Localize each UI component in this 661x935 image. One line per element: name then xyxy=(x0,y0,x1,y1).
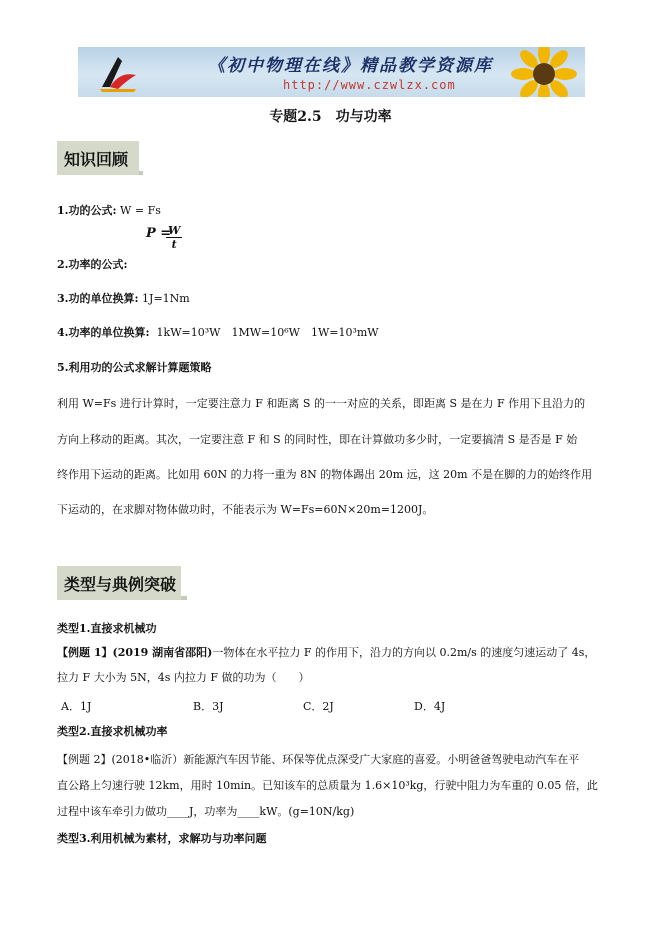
strategy-line: 利用 W=Fs 进行计算时，一定要注意力 F 和距离 S 的一一对应的关系，即距离 S 是在力 F 作用下且沿力的 xyxy=(57,397,586,410)
example-1-line: 【例题 1】(2019 湖南省邵阳)一物体在水平拉力 F 的作用下，沿力的方向以 0.2m/s 的速度匀速运动了 4s， xyxy=(57,646,596,659)
example-2-line: 直公路上匀速行驶 12km，用时 10min。已知该车的总质量为 1.6×10³kg，行驶中阻力为车重的 0.05 倍，此 xyxy=(57,779,598,792)
power-formula-fraction xyxy=(166,224,182,251)
formula-numerator: W xyxy=(168,224,181,237)
example-2-line: 过程中该车牵引力做功____J，功率为____kW。(g=10N/kg) xyxy=(57,805,355,818)
item-power-formula: 2.功率的公式: xyxy=(57,258,128,271)
option-b: B．3J xyxy=(193,700,224,713)
option-c: C．2J xyxy=(303,700,334,713)
document-title: 专题2.5 功与功率 xyxy=(269,109,392,125)
header-banner xyxy=(78,47,585,97)
strategy-line: 下运动的，在求脚对物体做功时，不能表示为 W=Fs=60N×20m=1200J。 xyxy=(57,503,434,516)
banner-url: http://www.czwlzx.com xyxy=(283,78,456,92)
section-title: 类型与典例突破 xyxy=(64,575,177,594)
section-header-review xyxy=(57,141,217,175)
type-2-title: 类型2.直接求机械功率 xyxy=(57,725,168,738)
section-header-types xyxy=(57,566,257,600)
power-formula-lhs: P = xyxy=(146,226,172,241)
item-strategy-title: 5.利用功的公式求解计算题策略 xyxy=(57,361,212,374)
type-3-title: 类型3.利用机械为素材，求解功与功率问题 xyxy=(57,832,267,845)
option-a: A．1J xyxy=(61,700,92,713)
formula-denominator: t xyxy=(171,238,177,251)
item-power-unit: 4.功率的单位换算: 1kW=10³W 1MW=10⁶W 1W=10³mW xyxy=(57,326,379,339)
banner-title: 《初中物理在线》精品教学资源库 xyxy=(208,56,493,76)
section-title: 知识回顾 xyxy=(64,150,129,169)
strategy-line: 方向上移动的距离。其次，一定要注意 F 和 S 的同时性，即在计算做功多少时，一定要搞清 S 是否是 F 始 xyxy=(57,433,578,446)
item-work-unit: 3.功的单位换算: 1J=1Nm xyxy=(57,292,190,305)
option-d: D．4J xyxy=(414,700,446,713)
sunflower-icon xyxy=(509,47,579,97)
type-1-title: 类型1.直接求机械功 xyxy=(57,622,157,635)
site-logo-icon xyxy=(96,51,140,93)
item-work-formula: 1.功的公式: W = Fs xyxy=(57,204,161,217)
strategy-line: 终作用下运动的距离。比如用 60N 的力将一重为 8N 的物体踢出 20m 远，这 20m 不是在脚的力的始终作用 xyxy=(57,468,593,481)
example-2-line: 【例题 2】(2018•临沂）新能源汽车因节能、环保等优点深受广大家庭的喜爱。小明爸爸驾驶电动汽车在平 xyxy=(57,753,580,766)
example-1-line: 拉力 F 大小为 5N，4s 内拉力 F 做的功为（ ） xyxy=(57,671,310,684)
